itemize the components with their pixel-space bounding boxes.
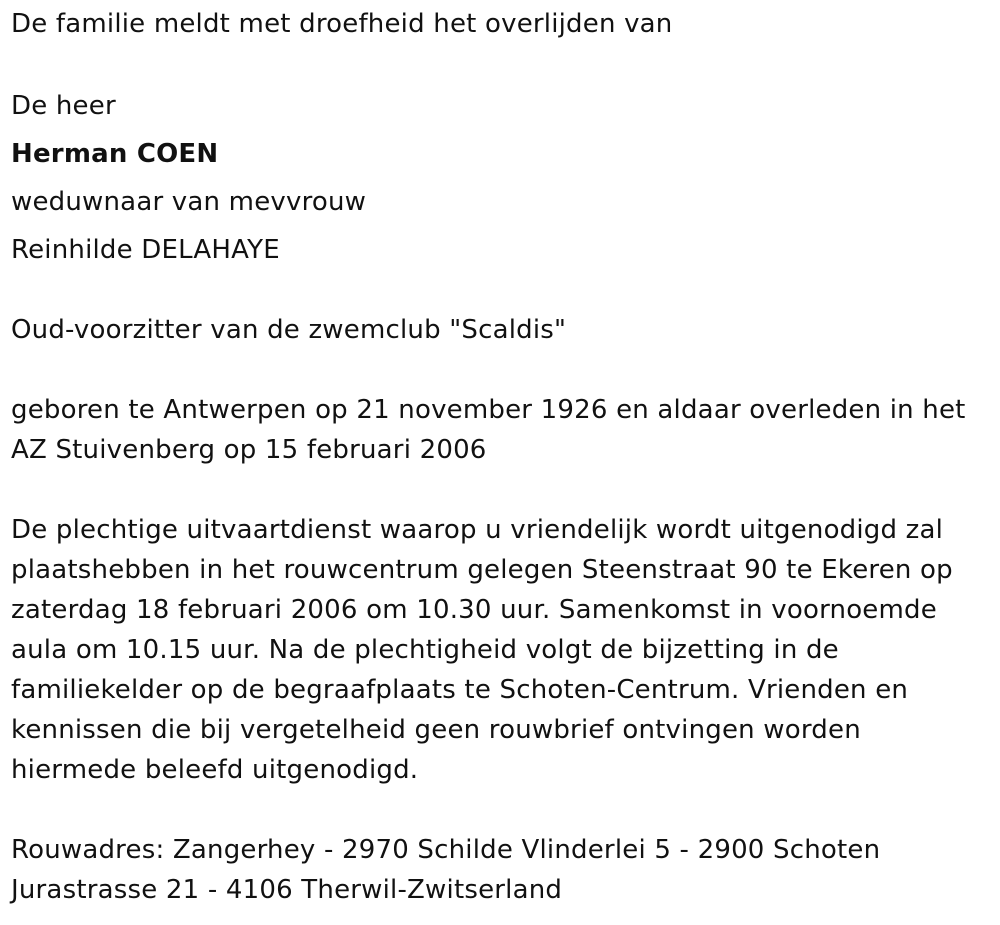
ceremony-line-3: zaterdag 18 februari 2006 om 10.30 uur. Samenkomst in voornoemde (11, 595, 937, 625)
title-prefix: De heer (11, 91, 116, 121)
ceremony-line-5: familiekelder op de begraafplaats te Schoten-Centrum. Vrienden en (11, 675, 909, 705)
ceremony-line-2: plaatshebben in het rouwcentrum gelegen Steenstraat 90 te Ekeren op (11, 555, 953, 585)
address-line-1: Rouwadres: Zangerhey - 2970 Schilde Vlinderlei 5 - 2900 Schoten (11, 835, 881, 865)
role-text: Oud-voorzitter van de zwemclub "Scaldis" (11, 315, 567, 345)
intro-text: De familie meldt met droefheid het overlijden van (11, 9, 673, 39)
ceremony-line-6: kennissen die bij vergetelheid geen rouwbrief ontvingen worden (11, 715, 861, 745)
spouse-name: Reinhilde DELAHAYE (11, 235, 280, 265)
address-line-2: Jurastrasse 21 - 4106 Therwil-Zwitserland (11, 875, 563, 905)
ceremony-line-1: De plechtige uitvaartdienst waarop u vriendelijk wordt uitgenodigd zal (11, 515, 944, 545)
birth-death-line-2: AZ Stuivenberg op 15 februari 2006 (11, 435, 487, 465)
deceased-name: Herman COEN (11, 139, 219, 169)
ceremony-line-4: aula om 10.15 uur. Na de plechtigheid volgt de bijzetting in de (11, 635, 839, 665)
birth-death-line-1: geboren te Antwerpen op 21 november 1926 en aldaar overleden in het (11, 395, 966, 425)
widower-line: weduwnaar van mevvrouw (11, 187, 367, 217)
ceremony-line-7: hiermede beleefd uitgenodigd. (11, 755, 419, 785)
